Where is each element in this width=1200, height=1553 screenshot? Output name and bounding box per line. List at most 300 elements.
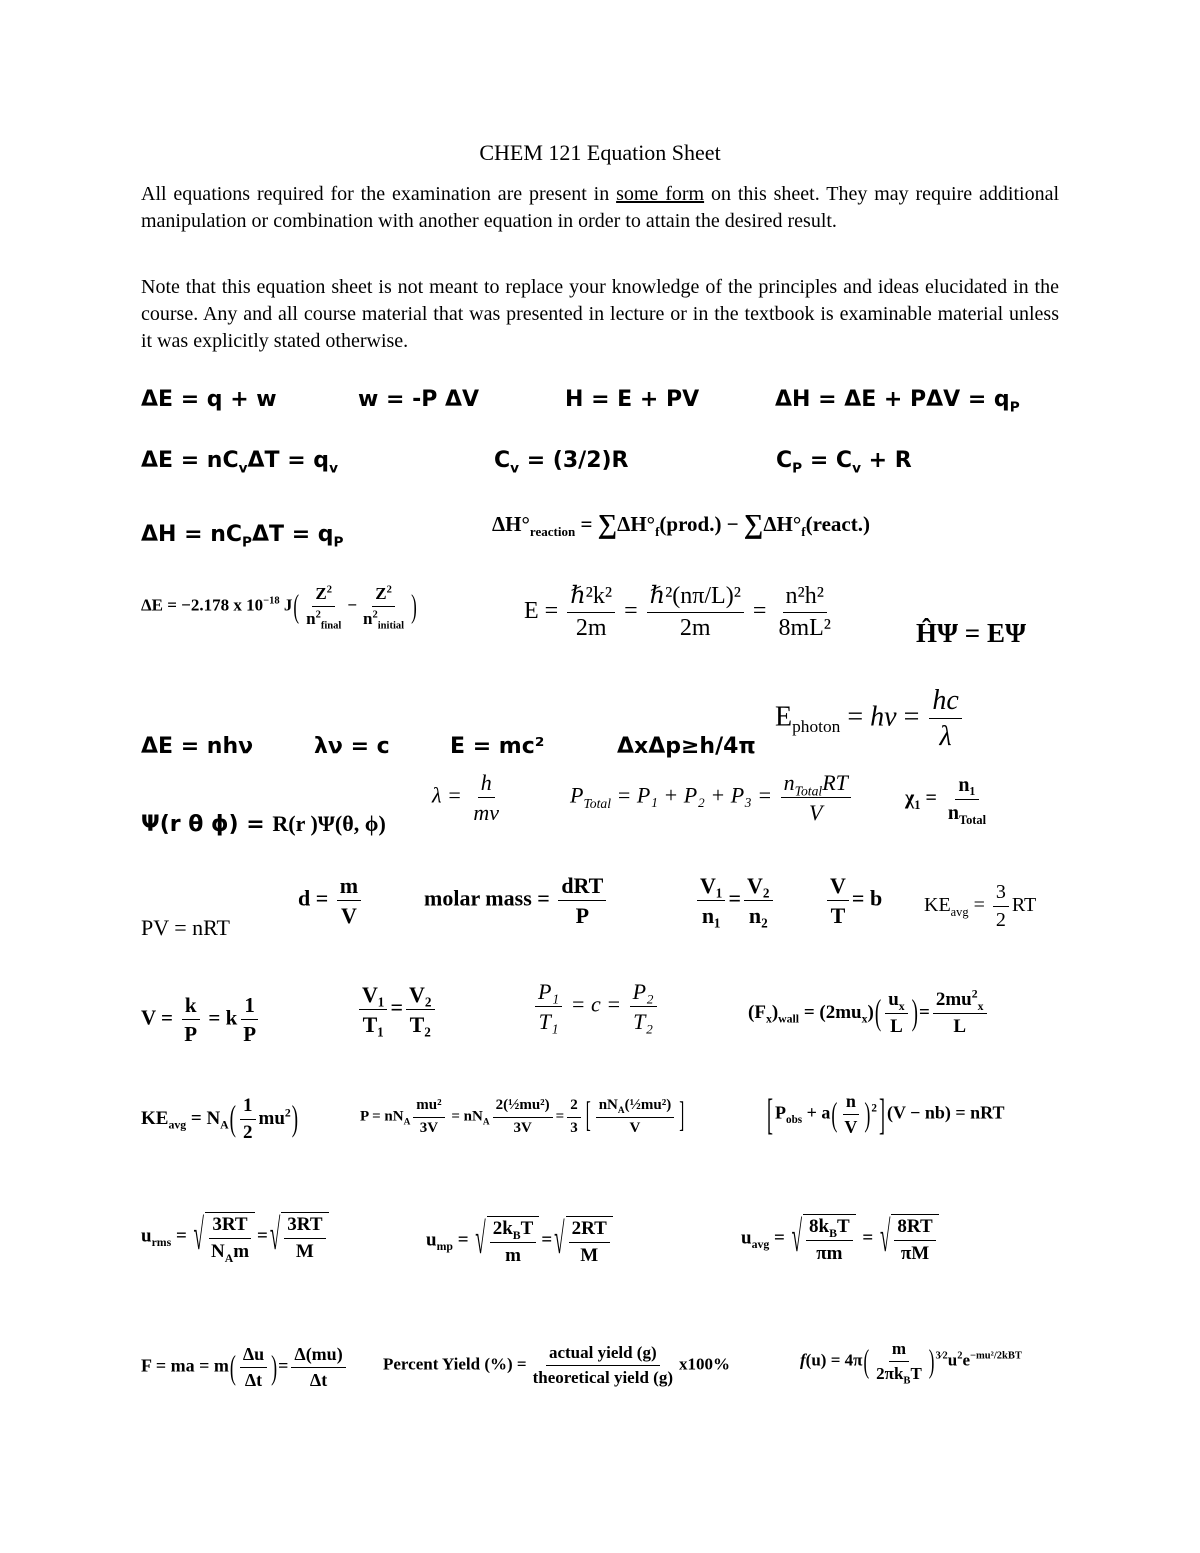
right-paren-icon: ) [411, 588, 417, 625]
right-paren-icon: ) [864, 1095, 871, 1134]
note-paragraph: Note that this equation sheet is not meant to replace your knowledge of the principles and ideas elucidated in the course. Any and all course material that was presented in lecture or in the textbook is examinable material unless it was explicitly stated otherwise. [141, 276, 1059, 352]
eq-uavg-den2: πM [900, 1242, 930, 1264]
eq-boyle-den1: P [184, 1022, 198, 1047]
eq-newton-den1: Δt [244, 1369, 263, 1390]
eq-box-lhs: E [524, 598, 539, 625]
eq-delta-e-cv-part2: ΔT = q [247, 448, 330, 473]
eq-photon-lhs: E [775, 701, 793, 733]
eq-charles2-den1: T₁ [362, 1012, 384, 1038]
eq-urms-sub: rms [151, 1236, 172, 1250]
eq-molarmass-lhs: molar mass [424, 885, 532, 911]
eq-photon-sub: photon [792, 716, 841, 736]
eq-vdw-num: n [843, 1092, 859, 1115]
eq-rydberg-j: J [279, 595, 293, 615]
eq-hess-t2-sub: f [801, 524, 806, 540]
eq-molfrac-den: n [947, 802, 959, 824]
page-title: CHEM 121 Equation Sheet [479, 140, 721, 165]
eq-u-avg: $u_{avg}$ = √ $\frac{8k_BT}{\pi m}$ = √ $\frac{8RT}{\pi M}$ [741, 1214, 941, 1264]
eq-schrodinger: ĤΨ = EΨ [916, 618, 1027, 648]
eq-kp-num4: nN [598, 1097, 618, 1113]
eq-uncertainty: ΔxΔp≥h/4π [617, 734, 756, 759]
eq-charles-num: V [827, 874, 849, 901]
sqrt-icon: √ [193, 1212, 204, 1262]
eq-kp-num3: 2 [567, 1098, 581, 1118]
eq-avogadro-num2: V₂ [744, 874, 772, 901]
frac-v1-t1 [359, 983, 387, 1036]
eq-mb-arg: (u) = 4π [805, 1350, 863, 1370]
eq-rydberg-exp: −18 [263, 595, 280, 607]
eq-cp [776, 448, 912, 477]
eq-ke-rt: $KE_{avg}$ = $\frac{3}{2}$ RT [924, 881, 1037, 931]
sqrt-icon: √ [475, 1216, 486, 1266]
frac-2rt-m [569, 1219, 610, 1266]
eq-wave-lhs: Ψ(r θ ϕ) = [141, 812, 273, 837]
frac-z-initial [360, 584, 407, 632]
eq-molfrac-lhs-sub: 1 [914, 798, 921, 813]
sqrt-icon: √ [554, 1216, 565, 1266]
eq-debroglie-num: h [478, 771, 495, 798]
frac-hc-lambda [929, 686, 961, 752]
eq-ideal-gas: PV = nRT [141, 915, 230, 940]
frac-2-3 [567, 1098, 581, 1137]
frac-3rt-nam [208, 1214, 252, 1265]
frac-2halfmu2-3v [493, 1098, 553, 1137]
eq-dalton-num: n [783, 770, 795, 795]
eq-density-lhs: d [298, 885, 311, 911]
eq-kert-sub: avg [950, 905, 969, 920]
eq-uavg-num1-rest: T [836, 1216, 850, 1237]
eq-kp-den2: 3V [513, 1119, 532, 1136]
eq-kp-num2: 2(½mu²) [493, 1098, 553, 1118]
eq-newton: F = ma = m( $\frac{\Delta u}{\Delta t}$ )= $\frac{\Delta(mu)}{\Delta t}$ [141, 1345, 349, 1390]
eq-dalton-mid: P₁ + P₂ + P₃ [636, 782, 752, 808]
eq-vdw-p-sub: obs [786, 1114, 803, 1127]
eq-keavg-n: N [206, 1107, 221, 1129]
eq-uavg-sub: avg [751, 1238, 770, 1252]
left-paren-icon: ( [863, 1343, 870, 1380]
eq-urms-num1: 3RT [209, 1215, 250, 1239]
eq-uavg-lhs: u [741, 1227, 752, 1249]
eq-molfrac-lhs: χ [905, 787, 915, 810]
right-bracket-icon: ] [878, 1090, 885, 1139]
eq-fwall-num: u [888, 989, 899, 1010]
eq-rydberg-num2-sup: 2 [386, 584, 392, 596]
eq-vdw-den: V [844, 1116, 858, 1137]
eq-uavg-num2: 8RT [894, 1217, 935, 1241]
sqrt-uavg-1 [792, 1214, 856, 1264]
eq-u-rms: $u_{rms}$ = √ $\frac{3RT}{N_Am}$ = √ $\frac{3RT}{M}$ [141, 1212, 331, 1262]
eq-kp-num4-sub: A [617, 1106, 625, 1116]
intro-underlined-text: some form [616, 183, 705, 205]
eq-photon-den: λ [939, 721, 952, 753]
eq-vdw-a: + a [802, 1102, 831, 1123]
eq-ump-num2: 2RT [569, 1219, 610, 1243]
eq-uavg-den1: πm [816, 1242, 843, 1264]
eq-charles2-den2: T₂ [409, 1012, 431, 1038]
eq-hess-t1-sub: f [655, 524, 660, 540]
eq-delta-e-cv [141, 448, 338, 477]
eq-uavg-num1: 8k [809, 1216, 830, 1237]
eq-charles-den: T [830, 903, 846, 929]
eq-cp-mid: = C [802, 448, 853, 473]
eq-cp-rest: + R [860, 448, 912, 473]
frac-1-p [240, 994, 259, 1045]
frac-h-mv [470, 771, 502, 824]
eq-wavefunction [141, 813, 386, 836]
eq-vdw-rest: (V − nb) = nRT [886, 1102, 1005, 1123]
eq-kert-lhs: KE [924, 894, 951, 917]
eq-debroglie-lhs: λ [432, 782, 442, 808]
eq-hess-lhs: ΔH° [492, 512, 530, 536]
eq-fwall-mid: (2mu [819, 1001, 862, 1023]
eq-avogadro-den1: n₁ [701, 903, 721, 929]
eq-urms-den1-rest: m [233, 1240, 250, 1262]
sum-icon: ∑ [597, 509, 618, 539]
eq-delta-h-cp-sub2: P [333, 534, 344, 551]
frac-p1-t1 [535, 980, 562, 1033]
eq-box-den2: 2m [679, 615, 711, 642]
frac-nna-v [596, 1098, 674, 1137]
frac-actual-theoretical [530, 1344, 676, 1387]
eq-fwall-rden: L [953, 1015, 966, 1037]
eq-photon-energy: $E_{photon} = h\nu$ = $\frac{hc}{\lambda}$ [775, 686, 965, 752]
eq-urms-den1: N [210, 1240, 225, 1262]
eq-gay-den1: T₁ [538, 1009, 559, 1035]
eq-yield-den: theoretical yield (g) [532, 1367, 673, 1387]
frac-z-final [303, 584, 344, 632]
eq-kert-num: 3 [993, 882, 1009, 907]
eq-molar-mass: molar mass = $\frac{\text{dRT}}{P}$ [424, 874, 609, 927]
eq-fwall-lhs: (F [748, 1001, 766, 1023]
eq-work: w = -P ΔV [358, 387, 480, 412]
eq-kinetic-pressure: $P = nN_A$ $\frac{\text{mu²}}{3V}$ = $nN_A$ $\frac{\text{2(½mu²)}}{3V}$ = $\frac{2}{3}$ [ $\frac{nN_A(\frac{1}{2}mu^2)}{V}$ ] [360, 1096, 685, 1136]
eq-box-num3: n²h² [783, 584, 827, 613]
eq-keavg-sub: avg [168, 1118, 187, 1132]
eq-ump-num1: 2k [492, 1218, 513, 1239]
eq-rydberg-den2-sup: 2 [372, 609, 378, 621]
eq-fwall-lhs-sub2: wall [778, 1012, 800, 1026]
eq-avogadro-den2: n₂ [748, 903, 768, 929]
eq-mb-f: f [800, 1350, 806, 1370]
left-paren-icon: ( [229, 1099, 236, 1140]
eq-yield-num: actual yield (g) [546, 1344, 660, 1366]
eq-fwall-num-sub: x [898, 999, 905, 1013]
eq-charles-rhs: b [869, 885, 883, 911]
eq-delta-e-cv-sub2: v [329, 460, 338, 477]
eq-charles2-num2: V₂ [406, 983, 434, 1010]
eq-delta-h-cp-part1: ΔH = nC [141, 522, 242, 547]
eq-wave-rhs: R(r )Ψ(θ, ϕ) [272, 811, 386, 836]
eq-mb-e: e [962, 1350, 971, 1370]
eq-delta-h-cp [141, 522, 344, 551]
eq-gay-den2: T₂ [633, 1009, 654, 1035]
frac-m-v [337, 874, 361, 927]
sqrt-icon: √ [879, 1214, 891, 1264]
eq-rydberg-lhs: ΔE = −2.178 x 10 [141, 595, 264, 615]
sqrt-uavg-2 [880, 1214, 939, 1264]
eq-mb-u: u [947, 1350, 958, 1370]
eq-mb-num: m [889, 1340, 909, 1362]
eq-keavg-n-sub: A [220, 1118, 229, 1132]
frac-n-v [841, 1092, 860, 1137]
intro-paragraph [141, 181, 1059, 235]
left-paren-icon: ( [229, 1348, 236, 1387]
eq-cv-rest: = (3/2)R [519, 448, 629, 473]
eq-keavg-mu: mu [258, 1107, 285, 1129]
eq-enthalpy: H = E + PV [565, 387, 700, 412]
eq-lambda-nu: λν = c [314, 734, 390, 759]
frac-v1-n1 [697, 874, 725, 927]
eq-keavg-den: 2 [243, 1121, 253, 1143]
eq-hess-t2: ΔH° [763, 512, 802, 536]
eq-density-den: V [341, 903, 357, 929]
eq-keavg-lhs: KE [141, 1107, 169, 1129]
eq-hess-t1-arg: (prod.) [659, 512, 722, 536]
eq-rydberg-num2: Z [375, 584, 387, 603]
right-paren-icon: ) [911, 993, 918, 1034]
eq-delta-h-sub: P [1009, 399, 1020, 416]
frac-3rt-m [284, 1215, 325, 1262]
eq-fwall-mid-close: ) [867, 1001, 874, 1023]
eq-photon-mid: hν [870, 701, 897, 733]
eq-newton-num1: Δu [240, 1345, 267, 1368]
frac-3-2 [993, 882, 1009, 931]
frac-v-t [827, 874, 849, 927]
eq-molfrac-num: n₁ [955, 775, 978, 800]
frac-ntotal-rt-v [781, 771, 851, 824]
eq-kp-lhs: P = nN [360, 1108, 404, 1125]
eq-newton-den2: Δt [309, 1369, 328, 1390]
eq-hess-lhs-sub: reaction [529, 524, 576, 540]
eq-density-num: m [337, 874, 361, 901]
eq-kp-eq2: = nN [447, 1108, 483, 1125]
eq-first-law: ΔE = q + w [141, 387, 277, 412]
eq-cv [494, 448, 629, 477]
eq-particle-box: E = $\frac{\text{ℏ²k²}}{2m}$ = $\frac{\text{ℏ²(nπ/L)²}}{2m}$ = $\frac{\text{n²h²}}{\text{8mL²}}$ [524, 584, 837, 641]
eq-mole-fraction: $\chi_1$ = $\frac{\text{n₁}}{n_{Total}}$ [905, 775, 992, 824]
eq-charles: $\frac{\text{V₁}}{\text{T₁}}$ = $\frac{\text{V₂}}{\text{T₂}}$ [356, 983, 438, 1036]
sqrt-ump-1 [475, 1216, 539, 1266]
eq-debroglie-den: mv [473, 800, 500, 826]
eq-ump-den2: M [580, 1244, 599, 1266]
eq-boyle-k: k [225, 1005, 238, 1030]
sqrt-icon: √ [791, 1214, 802, 1264]
eq-molarmass-den: P [575, 903, 590, 929]
eq-ump-sub: mp [436, 1240, 453, 1254]
eq-delta-e-cv-part1: ΔE = nC [141, 448, 239, 473]
eq-gay-c: c [590, 991, 601, 1017]
frac-2kbt-m [490, 1219, 537, 1266]
eq-cp-sub2: v [852, 460, 861, 477]
eq-mb-den-sub: B [903, 1375, 911, 1387]
eq-avogadro-num1: V₁ [697, 874, 725, 901]
eq-vdw-sup: 2 [871, 1102, 877, 1115]
eq-molarmass-num: dRT [558, 874, 606, 901]
eq-fwall-lhs-sub: x [765, 1012, 772, 1026]
eq-uavg-num1-sub: B [829, 1226, 837, 1240]
sqrt-icon: √ [269, 1212, 281, 1262]
frac-1-2 [240, 1096, 256, 1143]
eq-kert-rhs: RT [1011, 894, 1037, 917]
eq-cv-sub: v [510, 460, 520, 477]
eq-delta-e-cv-sub1: v [238, 460, 248, 477]
eq-de-broglie: λ = $\frac{h}{mv}$ [432, 771, 505, 824]
right-paren-icon: ) [928, 1343, 935, 1380]
eq-fwall-rnum-sup: 2 [971, 987, 978, 1001]
eq-delta-h-cp-part2: ΔT = q [252, 522, 334, 547]
eq-urms-num2: 3RT [284, 1215, 325, 1239]
sqrt-ump-2 [554, 1216, 613, 1266]
eq-box-num2: ℏ²(nπ/L)² [647, 584, 744, 613]
frac-box-2 [647, 584, 744, 641]
eq-vdw-p: P [775, 1102, 786, 1123]
eq-newton-lhs: F = ma = m [141, 1355, 229, 1376]
frac-2mux2-l [933, 987, 987, 1037]
eq-urms-den1-sub: A [224, 1251, 234, 1265]
eq-box-den1: 2m [575, 615, 607, 642]
eq-fwall-mid-sub: x [861, 1012, 868, 1026]
eq-boyle: V = $\frac{k}{P}$ = k $\frac{1}{P}$ [141, 994, 262, 1045]
eq-fwall-lhs-close: ) [771, 1001, 779, 1023]
frac-v2-n2 [744, 874, 772, 927]
eq-delta-h-cp-sub1: P [242, 534, 252, 551]
eq-hess-t1: ΔH° [617, 512, 656, 536]
eq-u-mp: $u_{mp}$ = √ $\frac{2k_BT}{m}$ = √ $\frac{2RT}{M}$ [426, 1216, 615, 1266]
eq-urms-lhs: u [141, 1225, 152, 1247]
frac-8kbt-pim [806, 1217, 853, 1264]
eq-ump-num1-rest: T [520, 1218, 534, 1239]
right-paren-icon: ) [271, 1348, 278, 1387]
eq-ump-den1: m [505, 1244, 521, 1266]
eq-cp-sub: P [792, 460, 803, 477]
eq-ump-num1-sub: B [512, 1228, 521, 1242]
eq-yield-rhs: x100% [678, 1354, 730, 1374]
eq-rydberg-num1: Z [315, 584, 327, 603]
eq-cv-c: C [494, 448, 511, 473]
right-bracket-icon: ] [679, 1096, 685, 1136]
eq-gay-num2: P₂ [630, 980, 657, 1007]
eq-delta-h-main: ΔH = ΔE + PΔV = q [775, 387, 1010, 412]
eq-maxwell-boltzmann [800, 1339, 1022, 1387]
eq-rydberg-num1-sup: 2 [326, 584, 332, 596]
frac-k-p [181, 994, 200, 1045]
eq-mb-sup: 3⁄2 [935, 1350, 948, 1362]
eq-kp-num1: mu² [413, 1098, 444, 1118]
frac-box-1 [567, 584, 615, 641]
eq-mb-u-sup: 2 [957, 1350, 963, 1362]
eq-urms-den2: M [295, 1240, 314, 1262]
eq-boyle-num2: 1 [241, 994, 258, 1020]
eq-kp-den3: 3 [570, 1119, 578, 1136]
eq-kp-num4-rest: (½mu²) [624, 1097, 672, 1113]
eq-avogadro: $\frac{\text{V₁}}{\text{n₁}}$ = $\frac{\text{V₂}}{\text{n₂}}$ [694, 874, 776, 927]
eq-mb-den: 2πk [876, 1363, 904, 1383]
eq-charles2-num1: V₁ [359, 983, 387, 1010]
eq-dalton-den: V [809, 800, 823, 826]
eq-ke-avg: $KE_{avg} = N_A$( $\frac{1}{2}$ $mu^2$) [141, 1095, 299, 1143]
eq-fwall-den: L [890, 1015, 903, 1037]
sqrt-urms-2 [270, 1212, 329, 1262]
eq-charles-b: $\frac{V}{T}$ = b [824, 874, 882, 927]
left-paren-icon: ( [831, 1095, 838, 1134]
eq-rydberg-den1: n [306, 608, 316, 628]
eq-density: d = $\frac{m}{V}$ [298, 874, 364, 927]
eq-boyle-lhs: V [141, 1005, 156, 1030]
eq-gay-lussac: $\frac{\text{P₁}}{\text{T₁}}$ = c = $\frac{\text{P₂}}{\text{T₂}}$ [532, 980, 660, 1033]
eq-rydberg-den2-sub: initial [377, 620, 405, 632]
eq-boyle-den2: P [243, 1022, 257, 1047]
eq-newton-num2: Δ(mu) [291, 1345, 345, 1368]
eq-dalton: $P_{Total} = P_1 + P_2 + P_3$ = $\frac{n_{Total}RT}{V}$ [570, 771, 854, 824]
eq-mb-e-sup: −mu²/2kBT [970, 1350, 1022, 1362]
eq-cp-c: C [776, 448, 793, 473]
eq-nhv: ΔE = nhν [141, 734, 254, 759]
frac-v2-t2 [406, 983, 434, 1036]
frac-mu2-3v [413, 1098, 444, 1137]
intro-text-1: All equations required for the examination are present in [141, 183, 617, 205]
left-paren-icon: ( [293, 588, 300, 625]
eq-dalton-lhs-sub: Total [583, 796, 611, 812]
eq-dalton-num-rest: RT [822, 770, 848, 795]
eq-kp-eq2-sub: A [482, 1117, 490, 1128]
frac-drt-p [558, 874, 606, 927]
left-bracket-icon: [ [585, 1096, 591, 1136]
right-paren-icon: ) [291, 1099, 299, 1140]
sqrt-urms-1 [193, 1212, 256, 1265]
eq-force-wall: $(F_x)_{wall} = (2mu_x)$( $\frac{u_x}{L}$ )= $\frac{2mu^2_x}{L}$ [748, 990, 990, 1037]
eq-ump-lhs: u [426, 1229, 437, 1251]
eq-kert-den: 2 [995, 909, 1006, 931]
eq-fwall-rnum: 2mu [935, 989, 972, 1010]
eq-box-den3: 8mL² [778, 615, 831, 642]
frac-p2-t2 [630, 980, 657, 1033]
eq-rydberg-den1-sub: final [320, 620, 342, 632]
eq-keavg-num: 1 [240, 1096, 256, 1120]
sum-icon: ∑ [743, 509, 764, 539]
eq-fwall-rnum-sub: x [977, 999, 984, 1013]
eq-boyle-num1: k [182, 994, 200, 1020]
eq-delta-h [775, 387, 1020, 416]
eq-dalton-lhs: P [570, 782, 584, 808]
eq-mc2: E = mc² [450, 734, 545, 759]
eq-box-num1: ℏ²k² [567, 584, 615, 613]
eq-photon-num: hc [929, 686, 961, 719]
eq-hess: $\Delta H^\circ_{reaction}$ = $\sum\Delta H^\circ_f(prod.)$ − $\sum\Delta H^\circ_f(react.)$ [492, 509, 870, 540]
eq-kp-den1: 3V [419, 1119, 439, 1136]
eq-kp-lhs-sub: A [403, 1117, 411, 1128]
eq-keavg-mu-sup: 2 [284, 1106, 291, 1120]
eq-percent-yield [383, 1344, 730, 1387]
eq-molfrac-den-sub: Total [958, 813, 987, 827]
eq-rydberg-den1-sup: 2 [315, 609, 321, 621]
eq-rydberg: ΔE = −2.178 x $10^{-18}$ J( $\frac{Z^2}{n^2_{final}}$ − $\frac{Z^2}{n^2_{initial}}$ ) [141, 584, 417, 632]
eq-van-der-waals [765, 1092, 1005, 1137]
left-bracket-icon: [ [767, 1090, 773, 1139]
eq-mb-den-rest: T [910, 1363, 922, 1383]
eq-gay-num1: P₁ [535, 980, 562, 1007]
eq-hess-t2-arg: (react.) [805, 512, 870, 536]
intro-text-2: on this sheet. They may require additional manipulation or combination with another equation in order to attain the desired result. [141, 183, 1059, 232]
frac-ux-l [885, 990, 907, 1037]
eq-dalton-num-sub: Total [794, 783, 823, 799]
eq-yield-lhs: Percent Yield (%) = [383, 1354, 527, 1374]
eq-rydberg-den2: n [363, 608, 373, 628]
frac-8rt-pim [894, 1217, 935, 1264]
eq-kp-den4: V [629, 1119, 641, 1136]
frac-du-dt [240, 1345, 267, 1390]
frac-m-2pikbt [873, 1339, 925, 1387]
frac-box-3 [775, 584, 834, 641]
